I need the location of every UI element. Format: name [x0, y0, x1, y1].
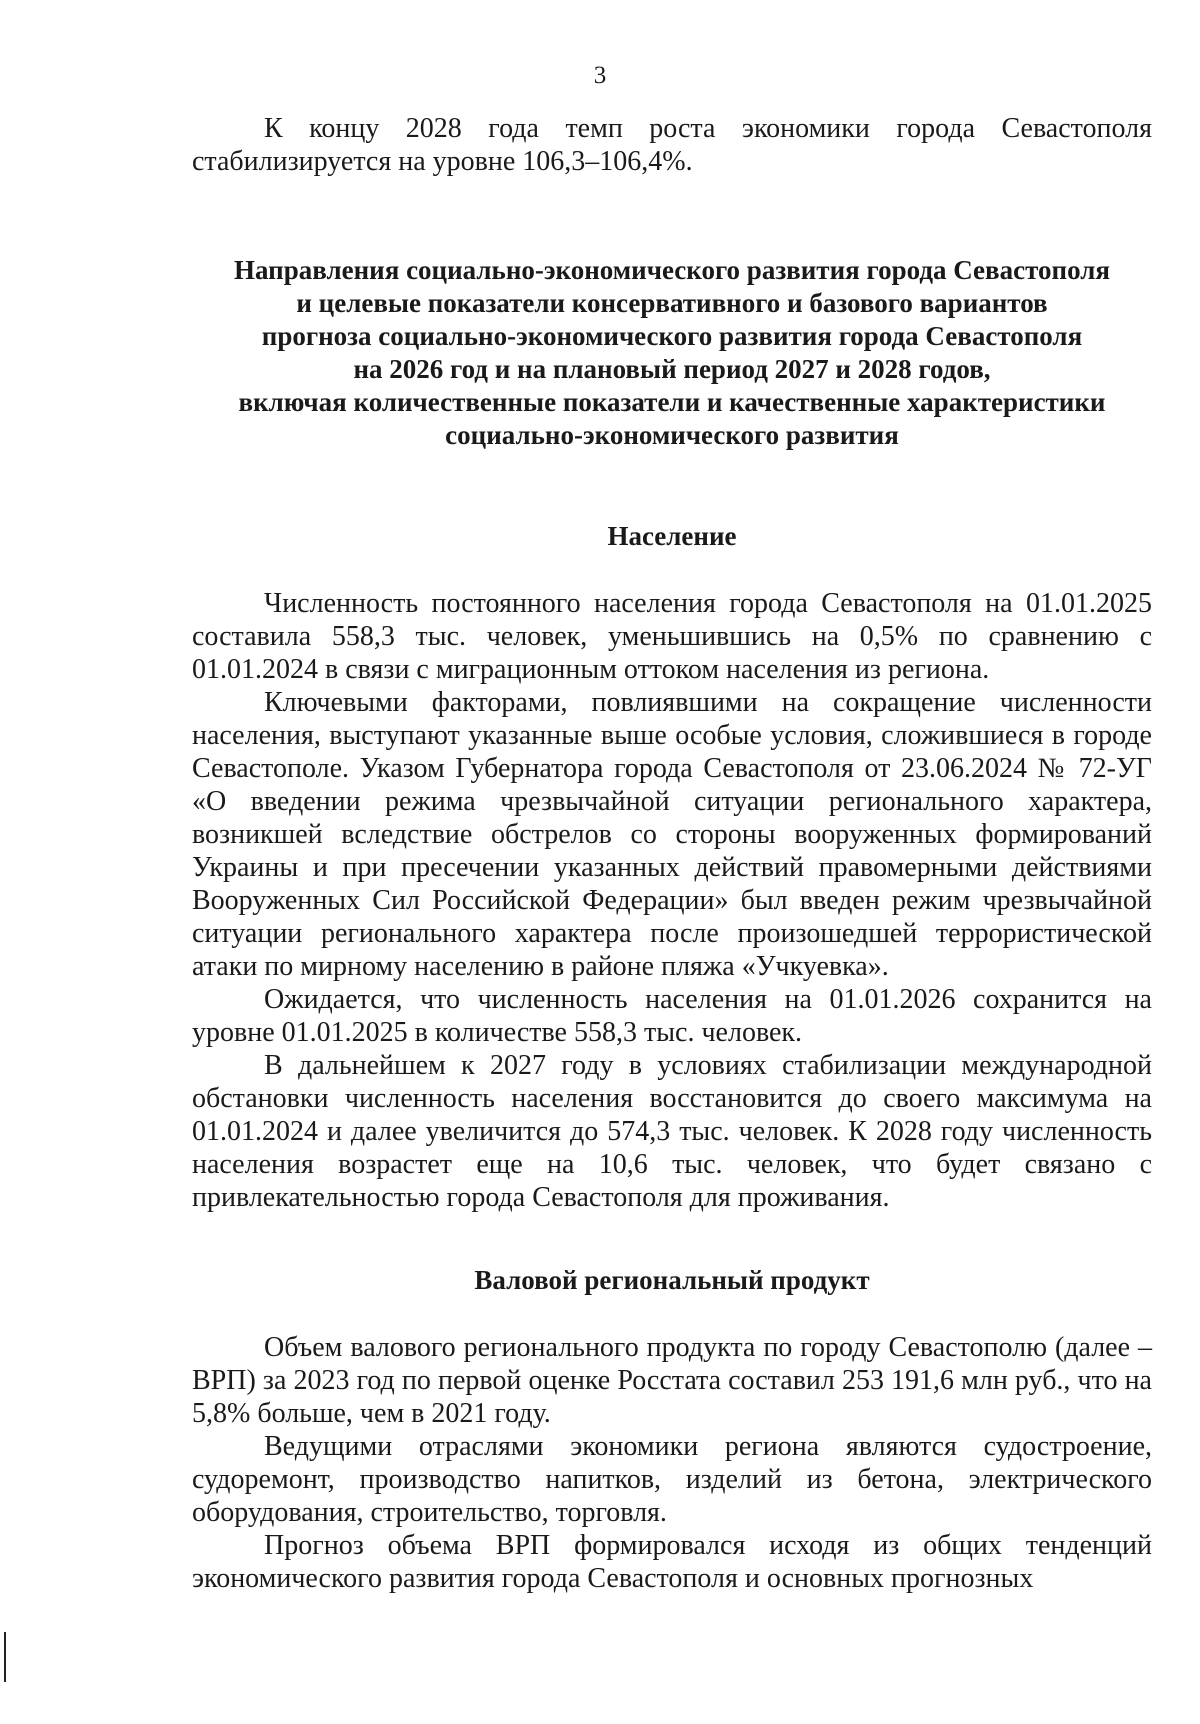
population-heading: Население [607, 521, 737, 551]
population-paragraph: Ожидается, что численность населения на 01.01.2026 сохранится на уровне 01.01.2025 в количестве 558,3 тыс. человек. [192, 984, 1152, 1048]
grp-paragraph: Объем валового регионального продукта по городу Севастополю (далее – ВРП) за 2023 год по первой оценке Росстата составил 253 191,6 млн руб., что на 5,8% больше, чем в 2021 году. [192, 1332, 1152, 1429]
section-title [192, 254, 1152, 452]
section-title-line: прогноза социально-экономического развития города Севастополя [261, 321, 1083, 351]
section-title-line: включая количественные показатели и качественные характеристики [238, 387, 1106, 417]
population-paragraph: В дальнейшем к 2027 году в условиях стабилизации международной обстановки численность населения восстановится до своего максимума на 01.01.2024 и далее увеличится до 574,3 тыс. человек. К 2028 году численность населения возрастет еще на 10,6 тыс. человек, что будет связано с привлекательностью города Севастополя для проживания. [192, 1050, 1152, 1213]
section-title-line: социально-экономического развития [445, 420, 899, 450]
section-title-line: и целевые показатели консервативного и базового вариантов [296, 288, 1048, 318]
grp-heading: Валовой региональный продукт [474, 1265, 870, 1295]
section-title-line: Направления социально-экономического развития города Севастополя [234, 255, 1110, 285]
grp-paragraph: Ведущими отраслями экономики региона являются судостроение, судоремонт, производство напитков, изделий из бетона, электрического оборудования, строительство, торговля. [192, 1431, 1152, 1528]
section-title-line: на 2026 год и на плановый период 2027 и 2028 годов, [353, 354, 991, 384]
document-body [192, 112, 1152, 1595]
scan-edge-mark [4, 1632, 6, 1682]
population-paragraph: Численность постоянного населения города Севастополя на 01.01.2025 составила 558,3 тыс. человек, уменьшившись на 0,5% по сравнению с 01.01.2024 в связи с миграционным оттоком населения из региона. [192, 588, 1152, 685]
grp-paragraph: Прогноз объема ВРП формировался исходя из общих тенденций экономического развития города Севастополя и основных прогнозных [192, 1530, 1152, 1594]
page-number: 3 [593, 62, 607, 89]
population-paragraph: Ключевыми факторами, повлиявшими на сокращение численности населения, выступают указанные выше особые условия, сложившиеся в городе Севастополе. Указом Губернатора города Севастополя от 23.06.2024 № 72-УГ «О введении режима чрезвычайной ситуации регионального характера, возникшей вследствие обстрелов со стороны вооруженных формирований Украины и при пресечении указанных действий правомерными действиями Вооруженных Сил Российской Федерации» был введен режим чрезвычайной ситуации регионального характера после произошедшей террористической атаки по мирному населению в районе пляжа «Учкуевка». [192, 687, 1152, 982]
intro-paragraph: К концу 2028 года темп роста экономики города Севастополя стабилизируется на уровне 106,3–106,4%. [192, 113, 1152, 177]
